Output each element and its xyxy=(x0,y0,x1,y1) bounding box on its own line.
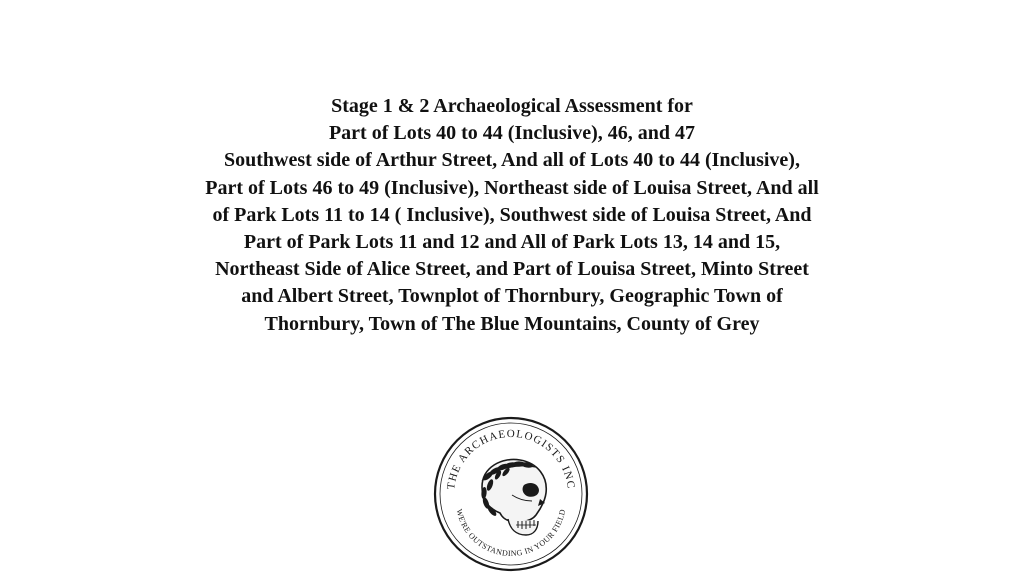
title-line-2: Part of Lots 40 to 44 (Inclusive), 46, and 47 xyxy=(328,122,696,145)
seal-bottom-text: WE'RE OUTSTANDING IN YOUR FIELD xyxy=(454,508,568,559)
title-line-7: Northeast Side of Alice Street, and Part of Louisa Street, Minto Street xyxy=(215,258,809,281)
title-line-8: and Albert Street, Townplot of Thornbury, Geographic Town of xyxy=(241,285,783,308)
title-line-3: Southwest side of Arthur Street, And all of Lots 40 to 44 (Inclusive), xyxy=(224,149,800,172)
title-line-4: Part of Lots 46 to 49 (Inclusive), Northeast side of Louisa Street, And all xyxy=(205,176,819,199)
seal-top-text: THE ARCHAEOLOGISTS INC xyxy=(445,427,577,491)
title-line-9: Thornbury, Town of The Blue Mountains, County of Grey xyxy=(264,312,760,335)
document-title xyxy=(0,93,1024,338)
company-seal-logo xyxy=(432,415,590,573)
title-line-6: Part of Park Lots 11 and 12 and All of Park Lots 13, 14 and 15, xyxy=(243,231,781,254)
title-line-5: of Park Lots 11 to 14 ( Inclusive), Southwest side of Louisa Street, And xyxy=(212,203,812,226)
title-line-1: Stage 1 & 2 Archaeological Assessment for xyxy=(331,95,693,117)
seal-graphic xyxy=(432,415,590,573)
